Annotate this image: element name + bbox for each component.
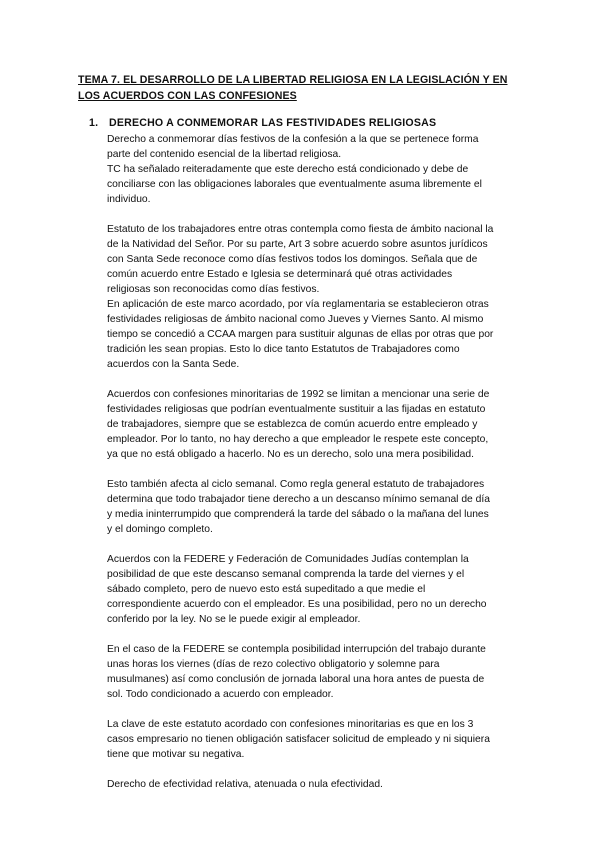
paragraph-line: de la Natividad del Señor. Por su parte, Art 3 sobre acuerdo sobre asuntos jurídicos (107, 239, 488, 250)
paragraph (107, 222, 527, 297)
title-line: TEMA 7. EL DESARROLLO DE LA LIBERTAD RELIGIOSA EN LA LEGISLACIÓN Y EN (78, 74, 508, 86)
paragraph-line: correspondiente acuerdo con el empleador. Es una posibilidad, pero no un derecho (107, 599, 487, 610)
paragraph-line: musulmanes) así como conclusión de jornada laboral una hora antes de puesta de (107, 674, 485, 685)
paragraph-line: En aplicación de este marco acordado, por vía reglamentaria se establecieron otras (107, 299, 489, 310)
paragraph-line: En el caso de la FEDERE se contempla posibilidad interrupción del trabajo durante (107, 644, 486, 655)
section-number: 1. (89, 117, 99, 129)
paragraph-line: Esto también afecta al ciclo semanal. Como regla general estatuto de trabajadores (107, 479, 485, 490)
paragraph-line: y media ininterrumpido que comprenderá la tarde del sábado o la mañana del lunes (107, 509, 489, 520)
paragraph-line: conciliarse con las obligaciones laborales que eventualmente asuma libremente el (107, 179, 482, 190)
section-heading-text: DERECHO A CONMEMORAR LAS FESTIVIDADES RELIGIOSAS (109, 117, 437, 129)
paragraph-line: individuo. (107, 194, 151, 205)
paragraph (107, 387, 527, 462)
paragraph (107, 777, 527, 792)
paragraph-line: sol. Todo condicionado a acuerdo con empleador. (107, 689, 334, 700)
paragraph (107, 162, 527, 207)
paragraph-line: tradición les sean propias. Esto lo dice tanto Estatutos de Trabajadores como (107, 344, 460, 355)
paragraph-line: Acuerdos con la FEDERE y Federación de Comunidades Judías contemplan la (107, 554, 469, 565)
paragraph (107, 297, 527, 372)
paragraph-line: Derecho de efectividad relativa, atenuada o nula efectividad. (107, 779, 383, 790)
paragraph-line: tiene que motivar su negativa. (107, 749, 245, 760)
document-title (78, 72, 528, 104)
paragraph (107, 717, 527, 762)
paragraph-line: sábado completo, pero de nuevo esto está supeditado a que medie el (107, 584, 426, 595)
section-heading (89, 116, 529, 130)
paragraph-line: Estatuto de los trabajadores entre otras contempla como fiesta de ámbito nacional la (107, 224, 494, 235)
paragraph-line: acuerdos con la Santa Sede. (107, 359, 240, 370)
paragraph-line: con Santa Sede reconoce como días festivos todos los domingos. Señala que de (107, 254, 478, 265)
paragraph-line: festividades religiosas de ámbito nacional como Jueves y Viernes Santo. Al mismo (107, 314, 484, 325)
paragraph-line: parte del contenido esencial de la libertad religiosa. (107, 149, 342, 160)
paragraph-line: casos empresario no tienen obligación satisfacer solicitud de empleado y ni siquiera (107, 734, 490, 745)
title-line: LOS ACUERDOS CON LAS CONFESIONES (78, 90, 297, 102)
paragraph-line: de trabajadores, siempre que se establezca de común acuerdo entre empleado y (107, 419, 478, 430)
paragraph-line: ya que no está obligado a hacerlo. No es un derecho, solo una mera posibilidad. (107, 449, 474, 460)
paragraph-line: TC ha señalado reiteradamente que este derecho está condicionado y debe de (107, 164, 469, 175)
paragraph-line: La clave de este estatuto acordado con confesiones minoritarias es que en los 3 (107, 719, 474, 730)
paragraph-line: determina que todo trabajador tiene derecho a un descanso mínimo semanal de día (107, 494, 490, 505)
paragraph-line: empleador. Por lo tanto, no hay derecho a que empleador le respete este concepto, (107, 434, 489, 445)
paragraph-line: posibilidad de que este descanso semanal comprenda la tarde del viernes y el (107, 569, 465, 580)
paragraph-line: Acuerdos con confesiones minoritarias de 1992 se limitan a mencionar una serie de (107, 389, 490, 400)
paragraph-line: festividades religiosas que podrían eventualmente sustituir a las fijadas en estatuto (107, 404, 486, 415)
paragraph-line: y el domingo completo. (107, 524, 213, 535)
paragraph-line: religiosas son reconocidas como días festivos. (107, 284, 320, 295)
paragraph (107, 477, 527, 537)
paragraph (107, 642, 527, 702)
paragraph (107, 552, 527, 627)
section-body (107, 132, 527, 807)
paragraph-line: tiempo se concedió a CCAA margen para sustituir algunas de ellas por otras que por (107, 329, 494, 340)
paragraph (107, 132, 527, 162)
paragraph-line: unas horas los viernes (días de rezo colectivo obligatorio y solemne para (107, 659, 440, 670)
paragraph-line: común acuerdo entre Estado e Iglesia se determinará qué otras actividades (107, 269, 453, 280)
paragraph-line: Derecho a conmemorar días festivos de la confesión a la que se pertenece forma (107, 134, 479, 145)
paragraph-line: conferido por la ley. No se le puede exigir al empleador. (107, 614, 361, 625)
